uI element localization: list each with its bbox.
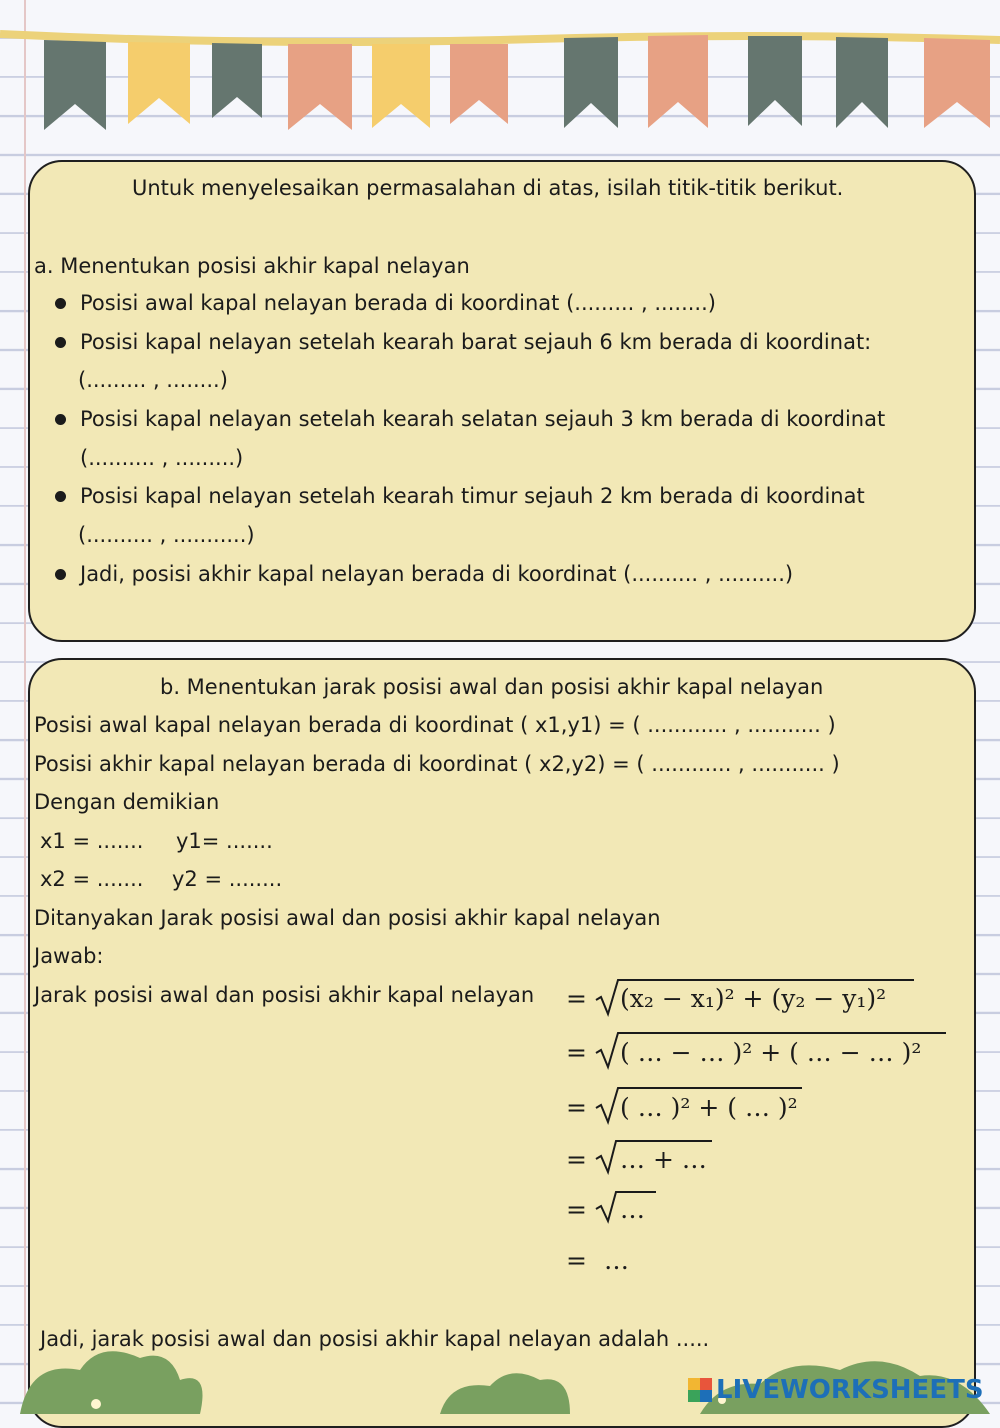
bullet-3-blank[interactable]: (.......... , .........) <box>80 446 244 470</box>
bullet-dot <box>55 414 66 425</box>
bush-left <box>20 1351 203 1414</box>
bullet-dot <box>55 298 66 309</box>
x2-blank[interactable]: x2 = ....... <box>40 867 144 891</box>
flag-11 <box>924 38 990 128</box>
bullet-dot <box>55 337 66 348</box>
bullet-dot <box>55 569 66 580</box>
equals-sign: = <box>566 1195 587 1224</box>
flag-6 <box>450 44 508 124</box>
x1-blank[interactable]: x1 = ....... <box>40 829 144 853</box>
bunting-decoration <box>0 0 1000 150</box>
section-b-heading: b. Menentukan jarak posisi awal dan posisi akhir kapal nelayan <box>160 675 824 699</box>
equals-sign: = <box>566 1145 587 1174</box>
y2-blank[interactable]: y2 = ........ <box>172 867 283 891</box>
bullet-4-blank[interactable]: (.......... , ...........) <box>78 523 255 547</box>
question-text: Ditanyakan Jarak posisi awal dan posisi akhir kapal nelayan <box>34 906 661 930</box>
notebook-margin-line <box>24 0 26 1414</box>
bullet-2-blank[interactable]: (......... , ........) <box>78 368 228 392</box>
bullet-3-text: Posisi kapal nelayan setelah kearah selatan sejauh 3 km berada di koordinat <box>80 407 886 431</box>
flag-7 <box>564 37 618 128</box>
logo-text: LIVEWORKSHEETS <box>716 1375 984 1405</box>
y1-blank[interactable]: y1= ....... <box>176 829 273 853</box>
flag-3 <box>212 43 262 118</box>
flag-8 <box>648 35 708 128</box>
conclusion-text[interactable]: Jadi, jarak posisi awal dan posisi akhir kapal nelayan adalah ..... <box>40 1327 710 1351</box>
flag-1 <box>44 40 106 130</box>
bullet-dot <box>55 491 66 502</box>
intro-text: Untuk menyelesaikan permasalahan di atas, isilah titik-titik berikut. <box>132 176 844 200</box>
formula-step-5[interactable]: … <box>620 1195 645 1224</box>
formula-step-6[interactable]: … <box>604 1246 629 1275</box>
section-a-heading: a. Menentukan posisi akhir kapal nelayan <box>34 254 470 278</box>
bullet-2-text: Posisi kapal nelayan setelah kearah barat sejauh 6 km berada di koordinat: <box>80 330 872 354</box>
answer-label: Jawab: <box>34 944 104 968</box>
liveworksheets-logo <box>688 1374 984 1406</box>
equals-sign: = <box>566 984 587 1013</box>
final-position-text: Posisi akhir kapal nelayan berada di koordinat ( x2,y2) = ( ............ , ........... ) <box>34 752 840 776</box>
equals-sign: = <box>566 1093 587 1122</box>
flag-5 <box>372 44 430 128</box>
formula-step-2[interactable]: ( … − … )² + ( … − … )² <box>620 1038 922 1067</box>
flag-4 <box>288 44 352 130</box>
flag-10 <box>836 37 888 128</box>
flag-9 <box>748 36 802 126</box>
formula-step-3[interactable]: ( … )² + ( … )² <box>620 1093 798 1122</box>
equals-sign: = <box>566 1246 587 1275</box>
equals-sign: = <box>566 1038 587 1067</box>
logo-mark-icon <box>688 1378 712 1402</box>
bullet-1-text: Posisi awal kapal nelayan berada di koordinat (......... , ........) <box>80 291 716 315</box>
flag-2 <box>128 42 190 124</box>
initial-position-text: Posisi awal kapal nelayan berada di koordinat ( x1,y1) = ( ............ , ........... ) <box>34 713 836 737</box>
formula-step-1: (x₂ − x₁)² + (y₂ − y₁)² <box>620 984 887 1013</box>
bush-mid <box>440 1373 570 1414</box>
distance-label: Jarak posisi awal dan posisi akhir kapal nelayan <box>34 983 535 1007</box>
bullet-5-text: Jadi, posisi akhir kapal nelayan berada di koordinat (.......... , ..........) <box>80 562 794 586</box>
flower-icon <box>91 1399 101 1409</box>
hence-text: Dengan demikian <box>34 790 220 814</box>
bullet-4-text: Posisi kapal nelayan setelah kearah timur sejauh 2 km berada di koordinat <box>80 484 865 508</box>
formula-step-4[interactable]: … + … <box>620 1145 707 1174</box>
